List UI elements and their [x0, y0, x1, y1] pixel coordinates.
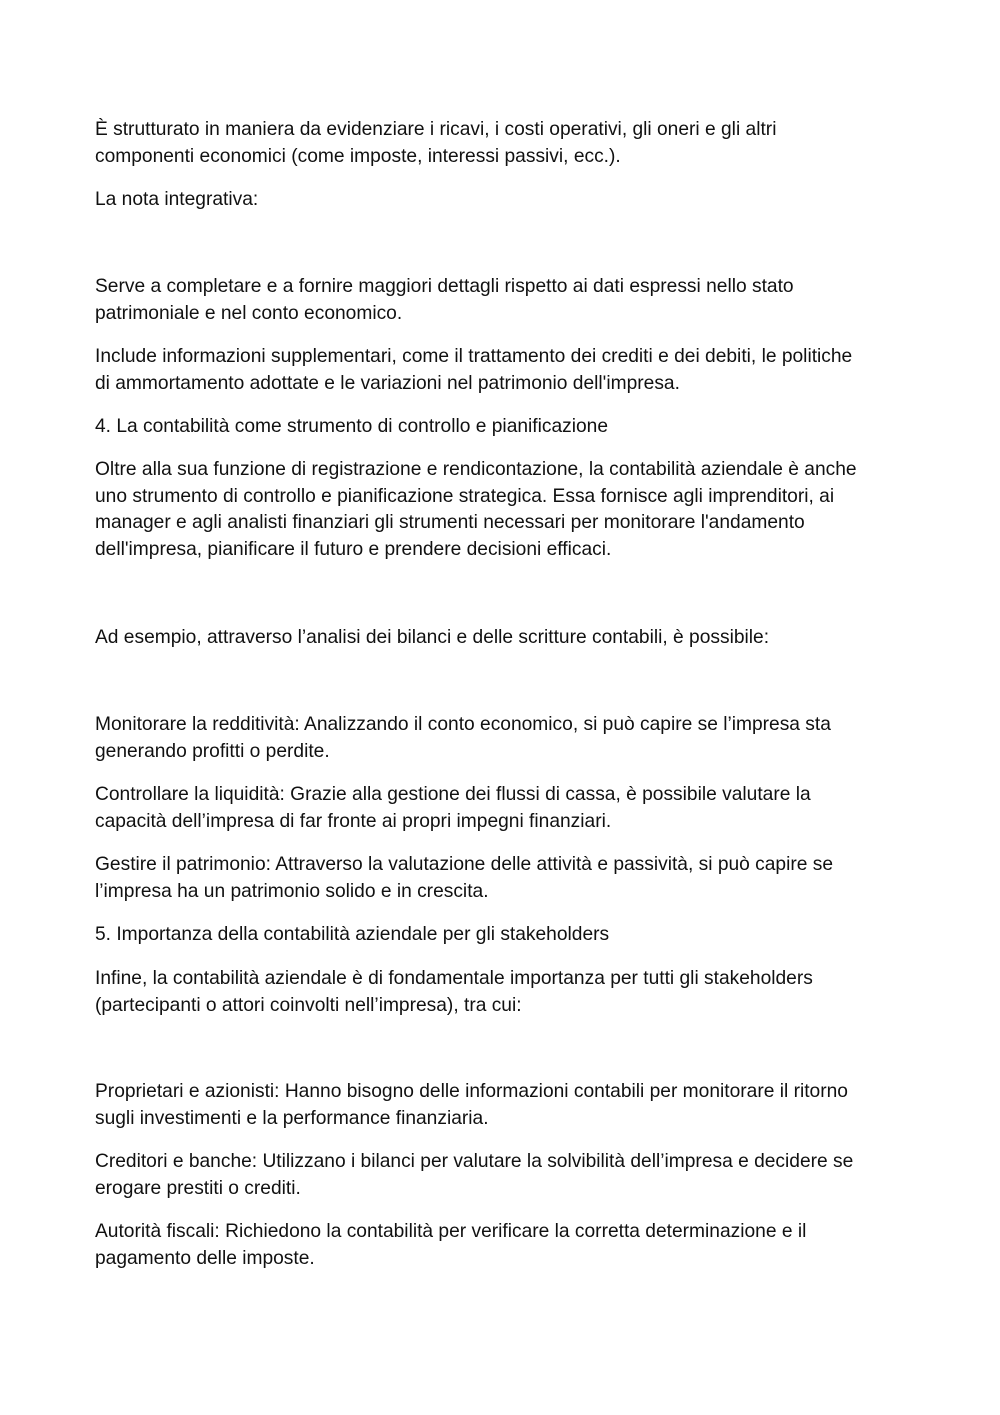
paragraph-stakeholders-intro: Infine, la contabilità aziendale è di fondamentale importanza per tutti gli stakeholders (partecipanti o attori coinvolti nell’impresa), tra cui:: [95, 968, 813, 1016]
paragraph-autorita-fiscali: Autorità fiscali: Richiedono la contabilità per verificare la corretta determinazione e il pagamento delle imposte.: [95, 1221, 807, 1269]
paragraph-conto-economico-structure: È strutturato in maniera da evidenziare i ricavi, i costi operativi, gli oneri e gli altri componenti economici (come imposte, interessi passivi, ecc.).: [95, 119, 777, 167]
paragraph-ad-esempio: Ad esempio, attraverso l’analisi dei bilanci e delle scritture contabili, è possibile:: [95, 627, 770, 648]
paragraph-liquidita: Controllare la liquidità: Grazie alla gestione dei flussi di cassa, è possibile valutare la capacità dell’impresa di far fronte ai propri impegni finanziari.: [95, 784, 811, 832]
paragraph-proprietari-azionisti: Proprietari e azionisti: Hanno bisogno delle informazioni contabili per monitorare il ritorno sugli investimenti e la performance finanziaria.: [95, 1081, 848, 1129]
paragraph-patrimonio: Gestire il patrimonio: Attraverso la valutazione delle attività e passività, si può capire se l’impresa ha un patrimonio solido e in crescita.: [95, 854, 834, 902]
paragraph-redditivita: Monitorare la redditività: Analizzando il conto economico, si può capire se l’impresa sta generando profitti o perdite.: [95, 714, 831, 762]
section-heading-4: 4. La contabilità come strumento di controllo e pianificazione: [95, 416, 609, 437]
paragraph-controllo-pianificazione: Oltre alla sua funzione di registrazione e rendicontazione, la contabilità aziendale è anche uno strumento di controllo e pianificazione strategica. Essa fornisce agli imprenditori, ai manager e agli analisti finanziari gli strumenti necessari per monitorare l'andamento dell'impresa, pianificare il futuro e prendere decisioni efficaci.: [95, 459, 857, 560]
section-heading-5: 5. Importanza della contabilità aziendale per gli stakeholders: [95, 924, 610, 945]
paragraph-nota-integrativa-content: Include informazioni supplementari, come il trattamento dei crediti e dei debiti, le politiche di ammortamento adottate e le variazioni nel patrimonio dell'impresa.: [95, 346, 853, 394]
paragraph-nota-integrativa-heading: La nota integrativa:: [95, 189, 259, 210]
paragraph-nota-integrativa-purpose: Serve a completare e a fornire maggiori dettagli rispetto ai dati espressi nello stato patrimoniale e nel conto economico.: [95, 276, 794, 324]
paragraph-creditori-banche: Creditori e banche: Utilizzano i bilanci per valutare la solvibilità dell’impresa e decidere se erogare prestiti o crediti.: [95, 1151, 854, 1199]
